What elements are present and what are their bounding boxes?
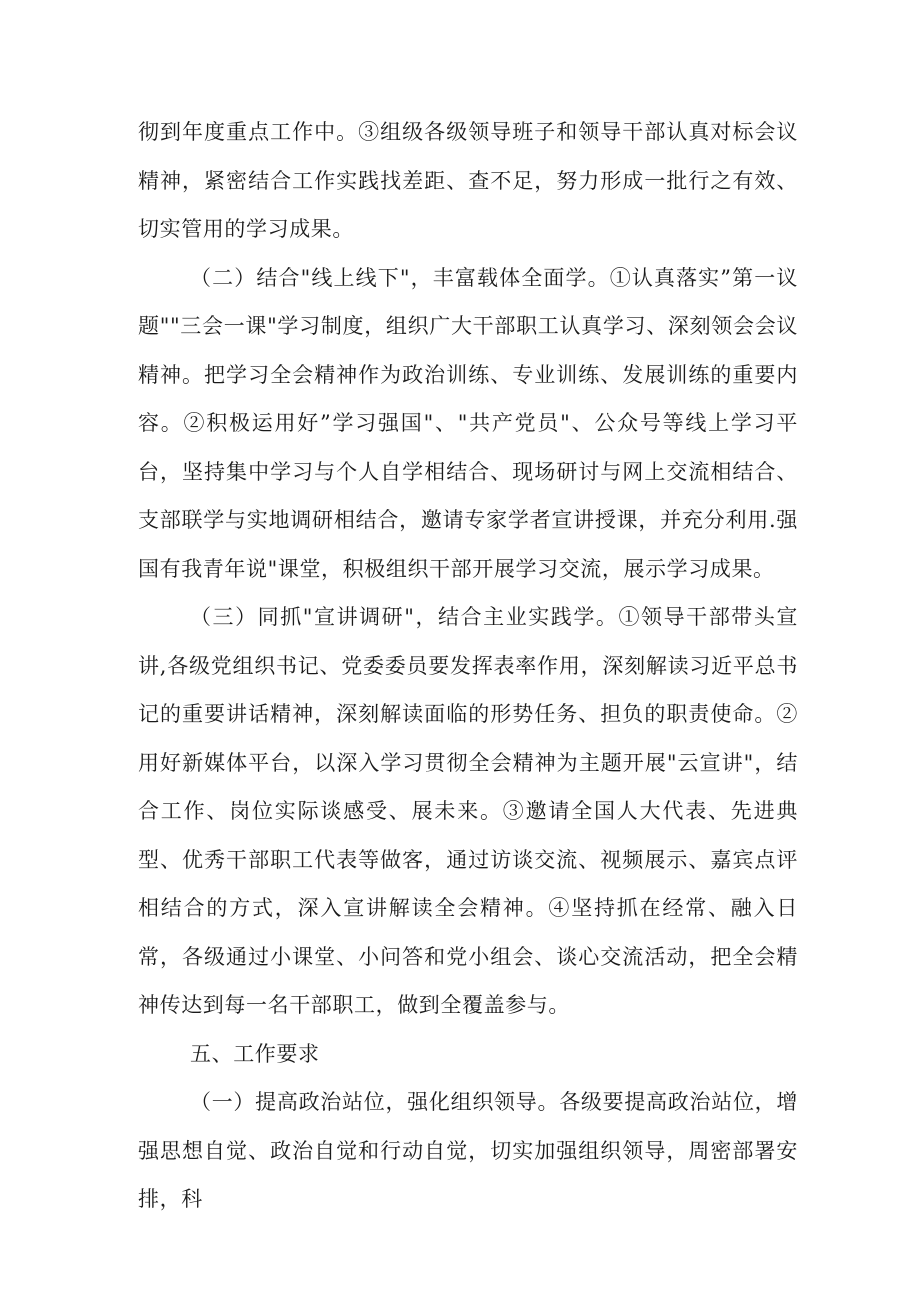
paragraph-preaching-research: （三）同抓"宣讲调研"，结合主业实践学。①领导干部带头宣讲,各级党组织书记、党委委员要发挥表率作用，深刻解读习近平总书记的重要讲话精神，深刻解读面临的形势任务、担负的职责使命。②用好新媒体平台，以深入学习贯彻全会精神为主题开展"云宣讲"，结合工作、岗位实际谈感受、展未来。③邀请全国人大代表、先进典型、优秀干部职工代表等做客，通过访谈交流、视频展示、嘉宾点评相结合的方式，深入宣讲解读全会精神。④坚持抓在经常、融入日常，各级通过小课堂、小问答和党小组会、谈心交流活动，把全会精神传达到每一名干部职工，做到全覆盖参与。 xyxy=(138,605,798,1017)
section-heading: 五、工作要求 xyxy=(190,1041,320,1066)
document-body xyxy=(138,108,798,1224)
paragraph-continuation: 彻到年度重点工作中。③组级各级领导班子和领导干部认真对标会议精神，紧密结合工作实践找差距、查不足，努力形成一批行之有效、切实管用的学习成果。 xyxy=(138,120,798,241)
paragraph-political-stance: （一）提高政治站位，强化组织领导。各级要提高政治站位，增强思想自觉、政治自觉和行动自觉，切实加强组织领导，周密部署安排，科 xyxy=(138,1090,798,1211)
paragraph-online-offline: （二）结合"线上线下"，丰富载体全面学。①认真落实”第一议题""三会一课"学习制度，组织广大干部职工认真学习、深刻领会会议精神。把学习全会精神作为政治训练、专业训练、发展训练的重要内容。②积极运用好”学习强国"、"共产党员"、公众号等线上学习平台，坚持集中学习与个人自学相结合、现场研讨与网上交流相结合、支部联学与实地调研相结合，邀请专家学者宣讲授课，并充分利用.强国有我青年说"课堂，积极组织干部开展学习交流，展示学习成果。 xyxy=(138,265,798,581)
